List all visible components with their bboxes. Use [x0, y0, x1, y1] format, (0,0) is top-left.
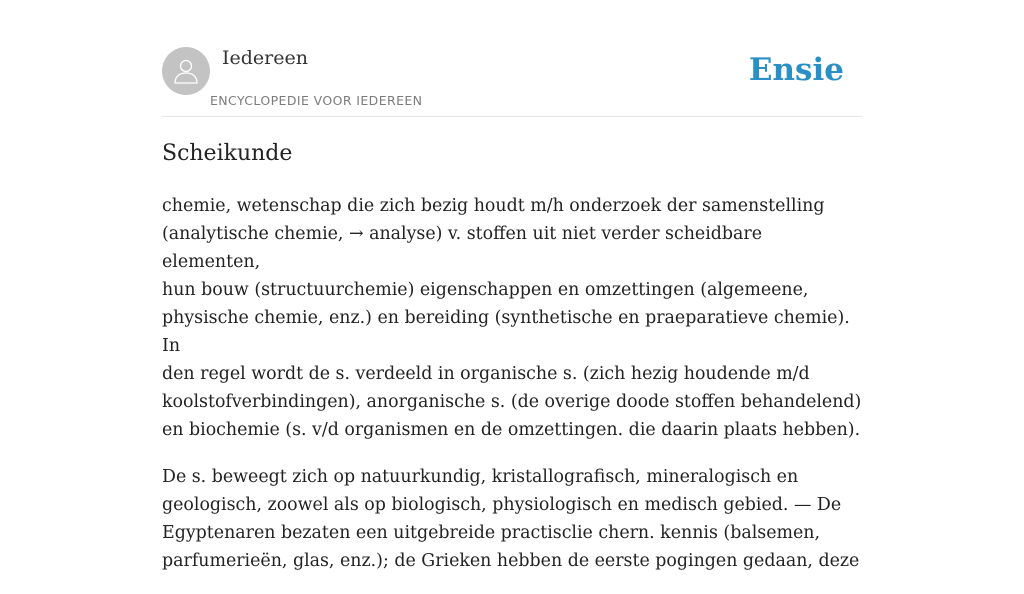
avatar[interactable]	[162, 47, 210, 95]
header	[162, 0, 862, 117]
article-body	[162, 192, 862, 594]
brand-logo[interactable]: Ensie	[748, 52, 844, 88]
author-name[interactable]: Iedereen	[222, 47, 308, 69]
paragraph: chemie, wetenschap die zich bezig houdt m/h onderzoek der samenstelling (analytische chemie, → analyse) v. stoffen uit niet verder scheidbare elementen, hun bouw (structuurchemie) eigenschappen en omzettingen (algemeene, physische chemie, enz.) en bereiding (synthetische en praeparatieve chemie). In den regel wordt de s. verdeeld in organische s. (zich hezig houdende m/d koolstofverbindingen), anorganische s. (de overige doode stoffen behandelend) en biochemie (s. v/d organismen en de omzettingen. die daarin plaats hebben).	[162, 196, 862, 440]
page	[162, 0, 862, 571]
page-title: Scheikunde	[162, 141, 293, 166]
user-icon	[171, 56, 201, 86]
paragraph: De s. beweegt zich op natuurkundig, kristallografisch, mineralogisch en geologisch, zoowel als op biologisch, physiologisch en medisch gebied. — De Egyptenaren bezaten een uitgebreide practisclie chern. kennis (balsemen, parfumerieën, glas, enz.); de Grieken hebben de eerste pogingen gedaan, deze	[162, 467, 860, 571]
author-subtitle: ENCYCLOPEDIE VOOR IEDEREEN	[210, 93, 423, 108]
